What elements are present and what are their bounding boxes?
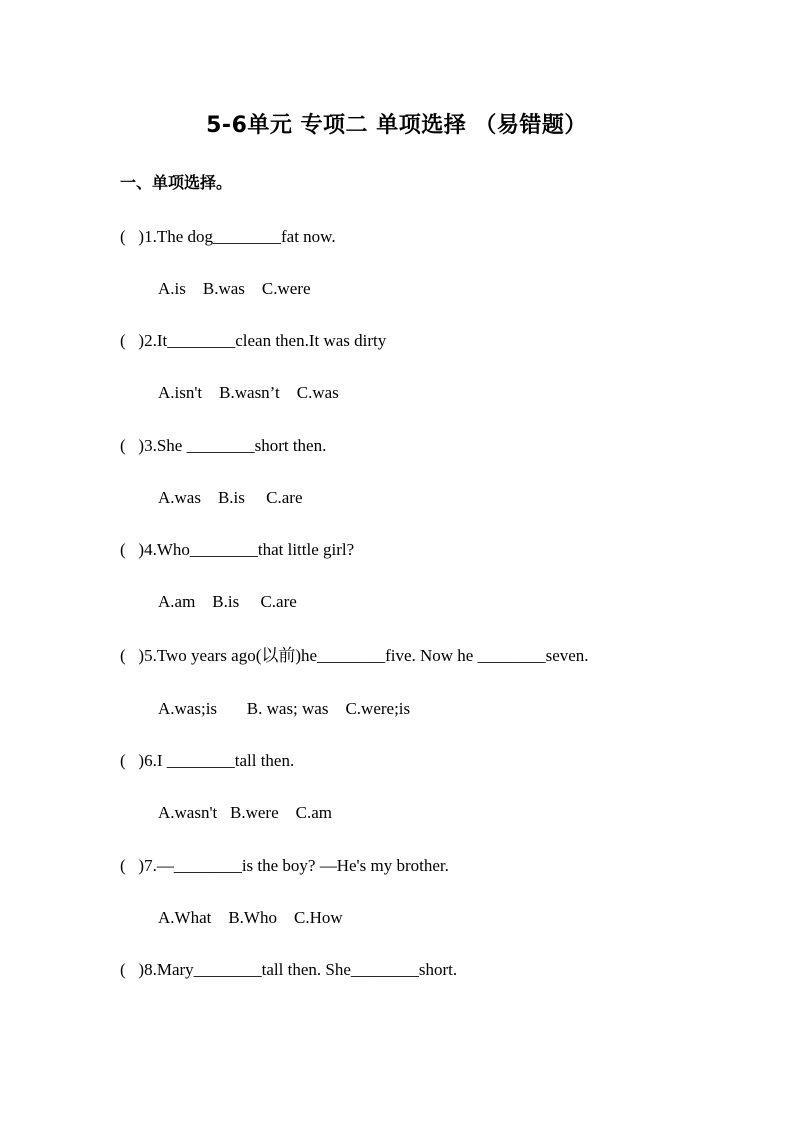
section-heading: 一、单项选择。 [120, 173, 233, 192]
question-3-stem: ( )3.She ________short then. [120, 436, 327, 455]
question-4-options: A.am B.is C.are [158, 592, 297, 611]
question-6-stem: ( )6.I ________tall then. [120, 751, 295, 770]
question-5-options: A.was;is B. was; was C.were;is [158, 699, 411, 718]
question-2-options: A.isn't B.wasn’t C.was [158, 383, 339, 402]
question-1-options: A.is B.was C.were [158, 279, 311, 298]
question-2-stem: ( )2.It________clean then.It was dirty [120, 331, 387, 350]
question-4-stem: ( )4.Who________that little girl? [120, 540, 355, 559]
question-5-stem: ( )5.Two years ago(以前)he________five. Now he ________seven. [120, 646, 589, 665]
question-8-stem: ( )8.Mary________tall then. She________short. [120, 960, 458, 979]
question-7-options: A.What B.Who C.How [158, 908, 343, 927]
question-3-options: A.was B.is C.are [158, 488, 303, 507]
question-1-stem: ( )1.The dog________fat now. [120, 227, 336, 246]
question-6-options: A.wasn't B.were C.am [158, 803, 332, 822]
question-7-stem: ( )7.—________is the boy? —He's my brother. [120, 856, 449, 875]
page-title: 5-6单元 专项二 单项选择 （易错题） [206, 113, 587, 138]
